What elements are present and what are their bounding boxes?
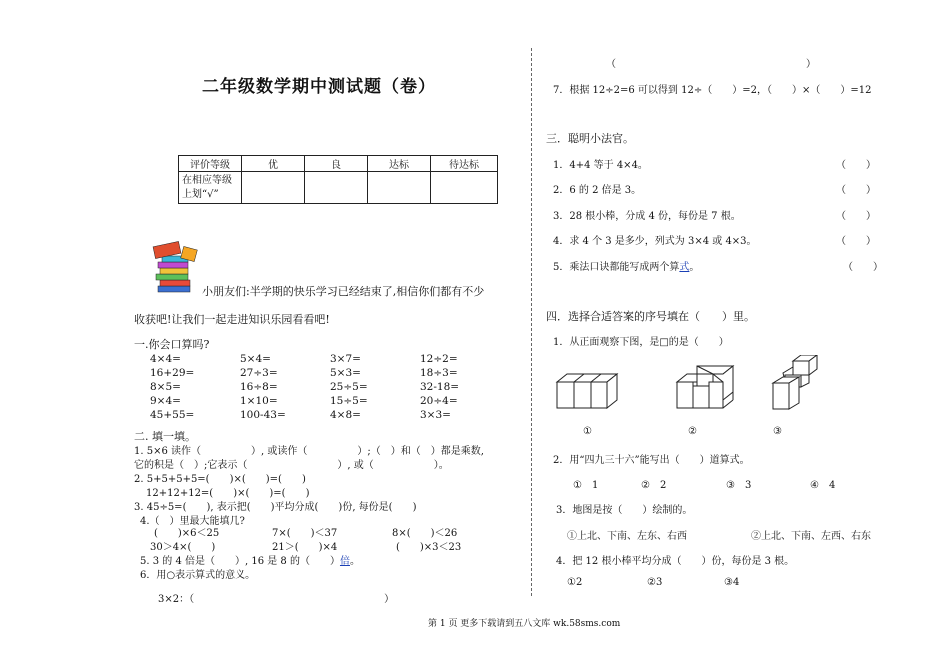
judge-paren[interactable]: （ ） — [836, 211, 876, 222]
mental-math-grid — [150, 352, 510, 422]
fill-q5 — [140, 552, 360, 567]
choice-q1-opt[interactable]: ② — [688, 426, 697, 437]
page-footer: 第 1 页 更多下载请到五八文库 wk.58sms.com — [428, 619, 621, 629]
column-divider — [531, 48, 533, 596]
choice-q2-opt[interactable]: ① 1 — [573, 480, 599, 491]
fill-q5-text: 5. 3 的 4 倍是（ ）, 16 是 8 的（ ） — [140, 556, 340, 567]
calc-item: 16+29= — [150, 367, 195, 379]
calc-item: 15÷5= — [330, 395, 368, 407]
grade-cell[interactable] — [305, 172, 368, 204]
fill-q1-line1: 1. 5×6 读作（ ）, 或读作（ ）;（ ）和（ ）都是乘数, — [134, 446, 484, 457]
judge-paren[interactable]: （ ） — [836, 185, 876, 196]
grade-row-label-line: 在相应等级 — [182, 174, 232, 186]
ineq-item: 7×( )＜37 — [272, 528, 338, 539]
choice-q2-opt[interactable]: ② 2 — [641, 480, 667, 491]
calc-row — [150, 352, 510, 366]
calc-item: 3×3= — [420, 409, 451, 421]
grade-cell[interactable] — [368, 172, 431, 204]
grade-cell[interactable] — [242, 172, 305, 204]
calc-item: 4×8= — [330, 409, 361, 421]
calc-item: 9×4= — [150, 395, 181, 407]
top-paren: （ ） — [606, 59, 816, 70]
section4-heading: 四．选择合适答案的序号填在（ ）里。 — [546, 310, 755, 323]
judge-paren[interactable]: （ ） — [836, 160, 876, 171]
calc-item: 18÷3= — [420, 367, 458, 379]
calc-item: 20÷4= — [420, 395, 458, 407]
section3-heading: 三．聪明小法官。 — [546, 132, 634, 145]
calc-item: 27÷3= — [240, 367, 278, 379]
choice-q2-opt[interactable]: ④ 4 — [810, 480, 836, 491]
q7: 7．根据 12÷2=6 可以得到 12÷（ ）=2，（ ）×（ ）=12 — [553, 85, 872, 96]
choice-q1-opt[interactable]: ③ — [773, 426, 782, 437]
calc-item: 100-43= — [240, 409, 286, 421]
calc-item: 4×4= — [150, 353, 181, 365]
grade-header: 优 — [242, 156, 305, 172]
calc-item: 16÷8= — [240, 381, 278, 393]
cube-figure-1 — [553, 372, 619, 410]
calc-item: 25÷5= — [330, 381, 368, 393]
choice-q4-opt[interactable]: ③4 — [724, 577, 740, 588]
choice-q2-opt[interactable]: ③ 3 — [726, 480, 752, 491]
fill-q1-line2: 它的积是（ ）;它表示（ ）, 或（ ）。 — [134, 460, 449, 471]
ineq-item: 8×( )＜26 — [392, 528, 458, 539]
ineq-item: 21＞( )×4 — [272, 542, 338, 553]
ineq-item: ( )×3＜23 — [396, 542, 462, 553]
judge-item: 1．4+4 等于 4×4。 — [553, 160, 648, 171]
calc-item: 32-18= — [420, 381, 460, 393]
fill-q2-line2: 12+12+12=( )×( )=( ) — [146, 488, 310, 499]
calc-row — [150, 408, 510, 422]
calc-row — [150, 394, 510, 408]
grade-table — [178, 155, 498, 204]
calc-row — [150, 380, 510, 394]
calc-item: 5×4= — [240, 353, 271, 365]
choice-q2: 2．用“四九三十六”能写出（ ）道算式。 — [553, 455, 750, 466]
fill-q3: 3. 45÷5=( ), 表示把( )平均分成( )份, 每份是( ) — [134, 502, 417, 513]
section2-heading: 二. 填一填。 — [134, 430, 196, 443]
intro-line: 收获吧!让我们一起走进知识乐园看看吧! — [134, 313, 330, 326]
calc-item: 3×7= — [330, 353, 361, 365]
grade-row-label-line: 上划“√” — [182, 188, 219, 200]
judge-item: 3．28 根小棒，分成 4 份，每份是 7 根。 — [553, 211, 741, 222]
grade-header: 良 — [305, 156, 368, 172]
calc-item: 12÷2= — [420, 353, 458, 365]
cube-figure-3 — [771, 355, 819, 411]
choice-q3: 3．地图是按（ ）绘制的。 — [556, 505, 693, 516]
grade-header: 评价等级 — [179, 156, 242, 172]
fill-q5-end: 。 — [349, 556, 360, 567]
fill-q2-line1: 2. 5+5+5+5=( )×( )=( ) — [134, 474, 306, 485]
calc-item: 1×10= — [240, 395, 278, 407]
fill-q5-link[interactable]: 倍 — [339, 556, 350, 567]
books-icon — [150, 240, 202, 296]
judge-item: 2．6 的 2 倍是 3。 — [553, 185, 642, 196]
fill-q6-expr: 3×2：（ ） — [158, 594, 395, 605]
grade-header: 达标 — [368, 156, 431, 172]
judge5-link[interactable]: 式 — [679, 262, 690, 273]
judge-paren[interactable]: （ ） — [836, 236, 876, 247]
judge5-text: 5．乘法口诀都能写成两个算 — [553, 262, 680, 273]
cube-figure-2 — [673, 362, 735, 410]
choice-q1-opt[interactable]: ① — [583, 426, 592, 437]
choice-q3-opt[interactable]: ①上北、下南、左东、右西 — [567, 531, 687, 542]
ineq-item: 30＞4×( ) — [150, 542, 216, 553]
calc-item: 5×3= — [330, 367, 361, 379]
judge-item: 4．求 4 个 3 是多少，列式为 3×4 或 4×3。 — [553, 236, 757, 247]
fill-q6: 6．用○表示算式的意义。 — [140, 570, 256, 581]
intro-line: 小朋友们:半学期的快乐学习已经结束了,相信你们都有不少 — [202, 285, 485, 298]
fill-q4: 4.（ ）里最大能填几? — [140, 516, 245, 527]
page-title: 二年级数学期中测试题（卷） — [202, 77, 436, 97]
grade-header: 待达标 — [431, 156, 498, 172]
choice-q4-opt[interactable]: ①2 — [567, 577, 583, 588]
calc-item: 8×5= — [150, 381, 181, 393]
choice-q4-opt[interactable]: ②3 — [647, 577, 663, 588]
choice-q4: 4．把 12 根小棒平均分成（ ）份，每份是 3 根。 — [556, 556, 795, 567]
judge5-end: 。 — [689, 262, 700, 273]
judge-paren[interactable]: （ ） — [843, 262, 883, 273]
calc-row — [150, 366, 510, 380]
section1-heading: 一.你会口算吗? — [134, 338, 210, 351]
choice-q1: 1．从正面观察下图，是□的是（ ） — [553, 337, 729, 348]
calc-item: 45+55= — [150, 409, 195, 421]
grade-row-label — [179, 172, 242, 204]
choice-q3-opt[interactable]: ②上北、下南、左西、右东 — [751, 531, 871, 542]
grade-cell[interactable] — [431, 172, 498, 204]
judge-item-5 — [553, 258, 699, 273]
ineq-item: ( )×6＜25 — [154, 528, 220, 539]
